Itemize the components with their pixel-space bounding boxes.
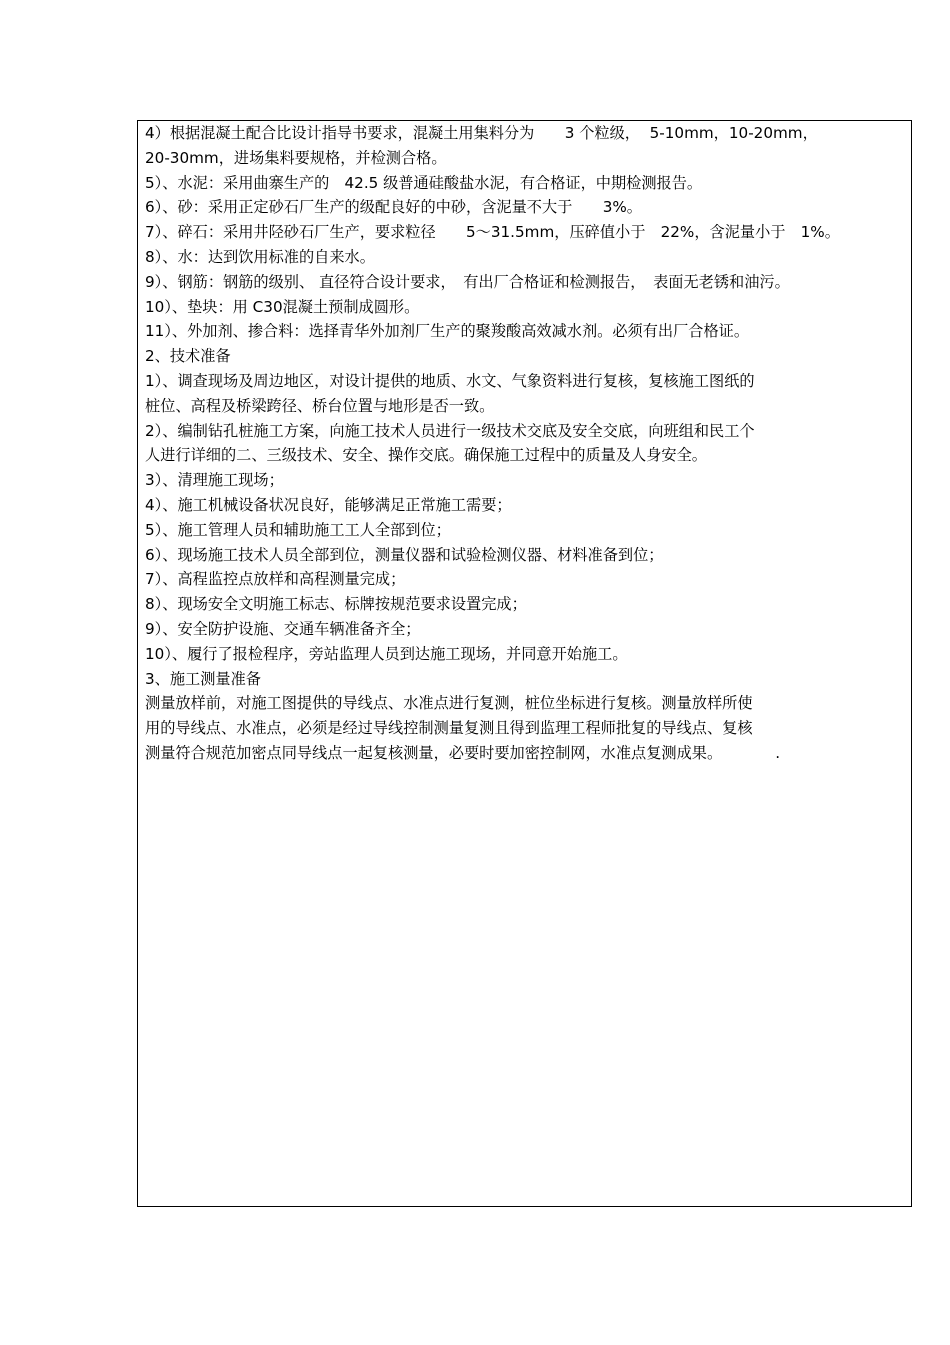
text-line: 5）、施工管理人员和辅助施工工人全部到位；: [145, 520, 451, 539]
text-line: 10）、垫块：用 C30混凝土预制成圆形。: [145, 297, 420, 316]
section-heading: 3、施工测量准备: [145, 669, 261, 688]
text-line: 11）、外加剂、掺合料：选择青华外加剂厂生产的聚羧酸高效减水剂。必须有出厂合格证。: [145, 322, 750, 341]
text-line: 9）、钢筋：钢筋的级别、 直径符合设计要求， 有出厂合格证和检测报告， 表面无老锈和油污。: [145, 272, 790, 291]
text-line: 3）、清理施工现场；: [145, 471, 284, 490]
text-line: 测量符合规范加密点同导线点一起复核测量，必要时要加密控制网，水准点复测成果。 .: [145, 743, 781, 762]
text-line: 用的导线点、水准点，必须是经过导线控制测量复测且得到监理工程师批复的导线点、复核: [145, 719, 753, 738]
text-line: 6）、现场施工技术人员全部到位，测量仪器和试验检测仪器、材料准备到位；: [145, 545, 664, 564]
section-heading: 2、技术准备: [145, 347, 231, 366]
text-line: 桩位、高程及桥梁跨径、桥台位置与地形是否一致。: [145, 396, 495, 415]
text-line: 9）、安全防护设施、交通车辆准备齐全；: [145, 619, 421, 638]
document-body: [145, 121, 905, 766]
text-line: 测量放样前，对施工图提供的导线点、水准点进行复测，桩位坐标进行复核。测量放样所使: [145, 694, 753, 713]
text-line: 10）、履行了报检程序，旁站监理人员到达施工现场，并同意开始施工。: [145, 644, 628, 663]
text-line: 6）、砂：采用正定砂石厂生产的级配良好的中砂，含泥量不大于 3%。: [145, 198, 642, 217]
text-line: 8）、水：达到饮用标准的自来水。: [145, 247, 375, 266]
text-line: 20-30mm，进场集料要规格，并检测合格。: [145, 148, 447, 167]
text-line: 1）、调查现场及周边地区，对设计提供的地质、水文、气象资料进行复核，复核施工图纸的: [145, 371, 755, 390]
text-line: 4）、施工机械设备状况良好，能够满足正常施工需要；: [145, 495, 512, 514]
text-line: 7）、高程监控点放样和高程测量完成；: [145, 570, 406, 589]
text-line: 8）、现场安全文明施工标志、标牌按规范要求设置完成；: [145, 595, 527, 614]
text-line: 4）根据混凝土配合比设计指导书要求，混凝土用集料分为 3 个粒级， 5-10mm，10-20mm，: [145, 124, 818, 142]
content-table-cell: [137, 120, 912, 1207]
text-line: 2）、编制钻孔桩施工方案，向施工技术人员进行一级技术交底及安全交底，向班组和民工个: [145, 421, 755, 440]
text-line: 5）、水泥：采用曲寨生产的 42.5 级普通硅酸盐水泥，有合格证，中期检测报告。: [145, 173, 703, 192]
text-line: 人进行详细的二、三级技术、安全、操作交底。确保施工过程中的质量及人身安全。: [145, 446, 707, 465]
text-line: 7）、碎石：采用井陉砂石厂生产，要求粒径 5～31.5mm，压碎值小于 22%，含泥量小于 1%。: [145, 223, 840, 242]
